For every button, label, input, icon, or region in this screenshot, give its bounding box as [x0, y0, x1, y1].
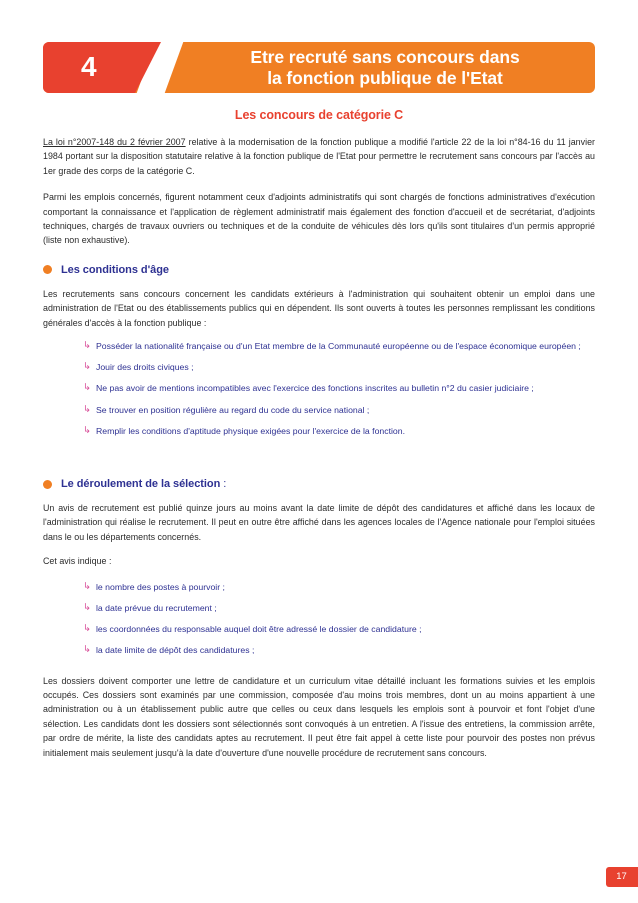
section-age-paragraph: Les recrutements sans concours concernent les candidats extérieurs à l'administration qui souhaitent obtenir un emploi dans une administration de l'Etat ou des établissements publics qui en dépendent. Ils sont ouverts à toutes les personnes remplissant les conditions générales d'accès à la fonction publique : — [43, 288, 595, 328]
arrow-bullet-icon: ↳ — [83, 340, 91, 352]
arrow-bullet-icon: ↳ — [83, 424, 91, 436]
list-item — [83, 644, 595, 657]
selection-paragraph-2: Cet avis indique : — [43, 556, 112, 567]
section-spacer — [43, 438, 595, 462]
arrow-bullet-icon: ↳ — [83, 601, 91, 613]
chapter-number: 4 — [80, 51, 98, 82]
list-item-label: la date limite de dépôt des candidatures ; — [96, 645, 255, 656]
chapter-title-line-1: Etre recruté sans concours dans — [250, 47, 520, 67]
section-heading-selection — [43, 478, 595, 490]
page-content — [43, 108, 595, 772]
list-item — [83, 382, 595, 395]
section-heading-selection-colon: : — [220, 478, 227, 491]
page-number-badge: 17 — [606, 867, 638, 887]
chapter-title-line-2: la fonction publique de l'Etat — [267, 68, 503, 88]
section-heading-age — [43, 264, 595, 276]
intro-paragraph-1 — [43, 135, 595, 178]
selection-paragraph-3: Les dossiers doivent comporter une lettre de candidature et un curriculum vitae détaillé incluant les formations suivies et les emplois occupés. Ces dossiers sont examinés par une commission, composée d'au moins trois membres, dont un au moins appartient à une administration ou à un établissement public autre que celles ou ceux dans lesquels les emplois sont à pourvoir et font l'objet d'une sélection. Les candidats dont les dossiers sont sélectionnés sont convoqués à un entretien. A l'issue des entretiens, la commission arrête, par ordre de mérite, la liste des candidats aptes au recrutement. Il peut être fait appel à cette liste pour pourvoir des postes non prévus initialement mais seulement jusqu'à la date d'ouverture d'une nouvelle procédure de recrutement sans concours. — [43, 675, 595, 758]
list-item — [83, 623, 595, 636]
arrow-bullet-icon: ↳ — [83, 644, 91, 656]
list-item — [83, 602, 595, 615]
list-item — [83, 340, 595, 353]
page-subtitle: Les concours de catégorie C — [234, 108, 404, 122]
selection-paragraph-1: Un avis de recrutement est publié quinze jours au moins avant la date limite de dépôt des candidatures et affiché dans les locaux de l'administration qui réalise le recrutement. Il peut en outre être affiché dans les agences locales de l'Agence nationale pour l'emploi situées dans le ou les départements concernés. — [43, 503, 595, 542]
intro-paragraph-2: Parmi les emplois concernés, figurent notamment ceux d'adjoints administratifs qui sont chargés de fonctions administratives d'exécution comportant la connaissance et l'application de règlement administratif mais également des fonction d'accueil et de secrétariat, d'adjoints techniques, chargés de travaux ouvriers ou techniques et de la conduite de véhicules dès lors qu'ils sont titulaires d'un permis approprié (liste non exhaustive). — [43, 192, 595, 246]
conditions-list — [43, 340, 595, 438]
section-heading-selection-label — [61, 478, 226, 490]
arrow-bullet-icon: ↳ — [83, 403, 91, 415]
list-item-label: Remplir les conditions d'aptitude physique exigées pour l'exercice de la fonction. — [96, 425, 406, 436]
list-item-label: les coordonnées du responsable auquel doit être adressé le dossier de candidature ; — [96, 624, 422, 635]
arrow-bullet-icon: ↳ — [83, 580, 91, 592]
list-item-label: Ne pas avoir de mentions incompatibles avec l'exercice des fonctions inscrites au bulletin n°2 du casier judiciaire ; — [96, 383, 534, 394]
list-item — [83, 581, 595, 594]
section-heading-selection-text: Le déroulement de la sélection — [61, 478, 221, 491]
notice-contents-list — [43, 581, 595, 658]
section-heading-age-label: Les conditions d'âge — [61, 263, 169, 276]
law-reference-link[interactable]: La loi n°2007-148 du 2 février 2007 — [43, 137, 186, 147]
paragraph-spacer — [43, 658, 595, 674]
arrow-bullet-icon: ↳ — [83, 382, 91, 394]
chapter-title — [183, 47, 587, 89]
intro-paragraph-1-rest: relative à la modernisation de la fonction publique a modifié l'article 22 de la loi n°84-16 du 11 janvier 1984 portant sur la disposition statutaire relative à la fonction publique de l'Etat pour permettre le recrutement sans concours par l'accès au 1er grade des corps de la catégorie C. — [43, 137, 595, 176]
arrow-bullet-icon: ↳ — [83, 623, 91, 635]
bullet-circle-icon — [43, 480, 52, 489]
list-item-label: le nombre des postes à pourvoir ; — [96, 581, 225, 592]
list-item — [83, 361, 595, 374]
bullet-circle-icon — [43, 265, 52, 274]
list-item-label: Posséder la nationalité française ou d'un Etat membre de la Communauté européenne ou de l'espace économique européen ; — [96, 341, 581, 352]
list-item — [83, 404, 595, 417]
list-item-label: Se trouver en position régulière au regard du code du service national ; — [96, 404, 370, 415]
list-item-label: la date prévue du recrutement ; — [96, 602, 217, 613]
chapter-header — [43, 42, 595, 93]
list-item-label: Jouir des droits civiques ; — [96, 362, 194, 373]
arrow-bullet-icon: ↳ — [83, 361, 91, 373]
list-item — [83, 425, 595, 438]
